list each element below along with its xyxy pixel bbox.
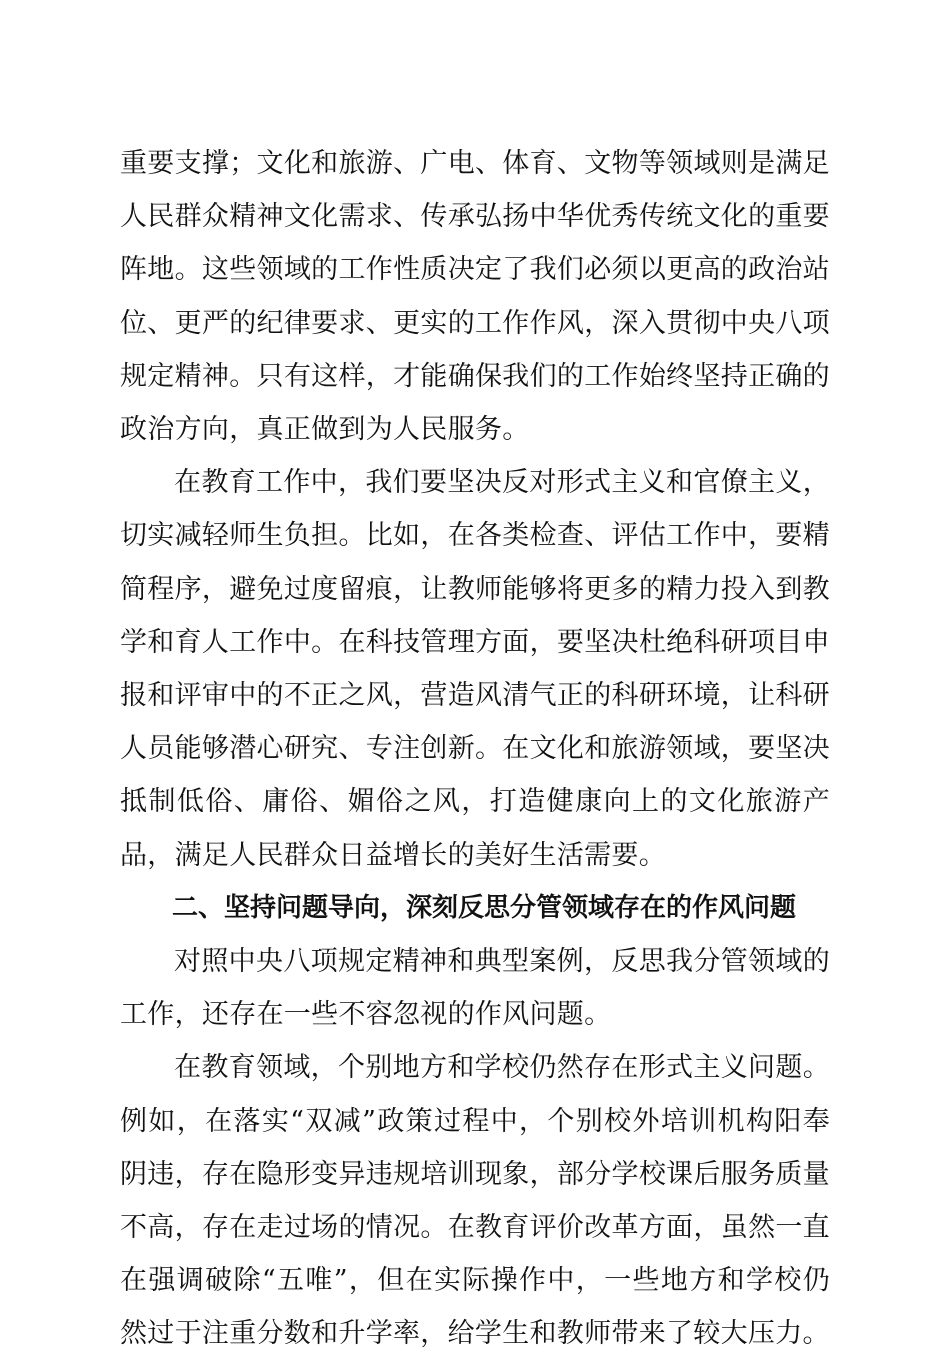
paragraph-reflection-intro: 对照中央八项规定精神和典型案例，反思我分管领域的工作，还存在一些不容忽视的作风问题。 — [120, 946, 830, 1031]
paragraph-education-work: 在教育工作中，我们要坚决反对形式主义和官僚主义，切实减轻师生负担。比如，在各类检查、评估工作中，要精简程序，避免过度留痕，让教师能够将更多的精力投入到教学和育人工作中。在科技管理方面，要坚决杜绝科研项目申报和评审中的不正之风，营造风清气正的科研环境，让科研人员能够潜心研究、专注创新。在文化和旅游领域，要坚决抵制低俗、庸俗、媚俗之风，打造健康向上的文化旅游产品，满足人民群众日益增长的美好生活需要。 — [120, 467, 830, 871]
paragraph-continuation: 重要支撑；文化和旅游、广电、体育、文物等领域则是满足人民群众精神文化需求、传承弘扬中华优秀传统文化的重要阵地。这些领域的工作性质决定了我们必须以更高的政治站位、更严的纪律要求、更实的工作作风，深入贯彻中央八项规定精神。只有这样，才能确保我们的工作始终坚持正确的政治方向，真正做到为人民服务。 — [120, 148, 830, 446]
section-heading: 二、坚持问题导向，深刻反思分管领域存在的作风问题 — [172, 892, 797, 923]
document-body — [120, 137, 830, 1361]
paragraph-education-issues: 在教育领域，个别地方和学校仍然存在形式主义问题。例如，在落实“双减”政策过程中，个别校外培训机构阳奉阴违，存在隐形变异违规培训现象，部分学校课后服务质量不高，存在走过场的情况。在教育评价改革方面，虽然一直在强调破除“五唯”，但在实际操作中，一些地方和学校仍然过于注重分数和升学率，给学生和教师带来了较大压力。 — [120, 1052, 830, 1350]
